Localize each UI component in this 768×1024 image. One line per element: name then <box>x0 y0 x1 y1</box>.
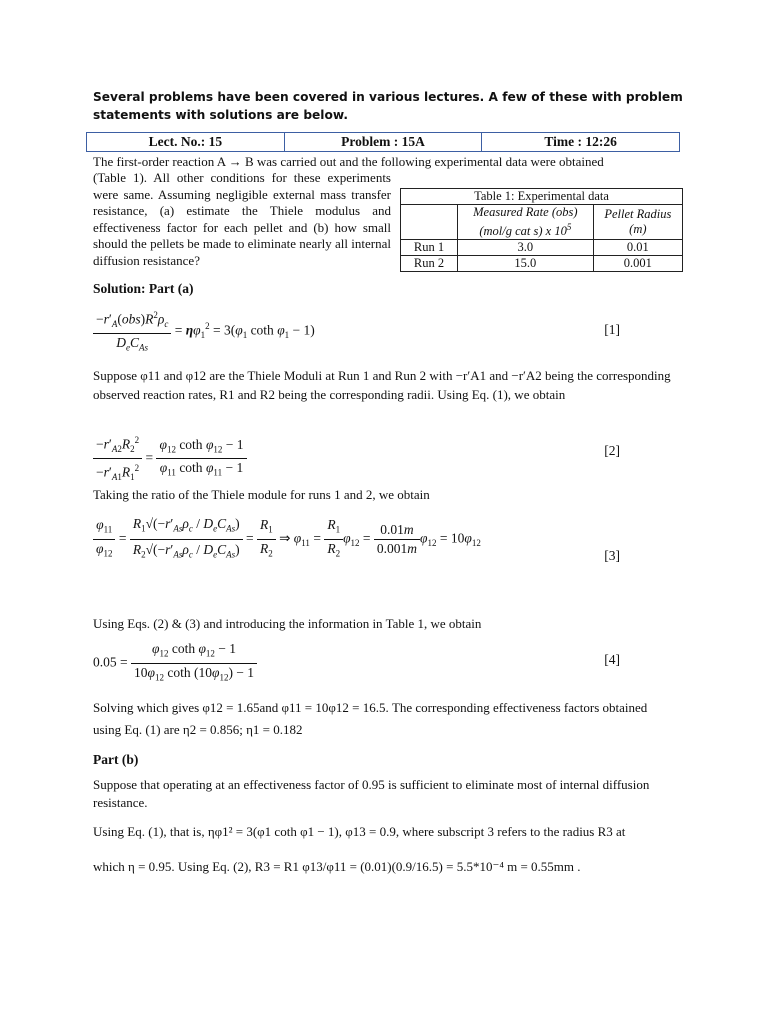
suppose-paragraph: Suppose φ11 and φ12 are the Thiele Moduli at Run 1 and Run 2 with −r′A1 and −r′A2 being the corresponding observed reaction rates, R1 and R2 being the corresponding radii. Using Eq. (1), we obtain <box>93 368 671 402</box>
lecture-number: Lect. No.: 15 <box>148 134 223 149</box>
problem-statement-body: (Table 1). All other conditions for these experiments were same. Assuming negligible external mass transfer resistance, (a) estimate the Thiele modulus and effectiveness factor for each pellet and (b) how small should the pellets be made to eliminate nearly all internal diffusion resistance? <box>93 170 391 268</box>
table-caption: Table 1: Experimental data <box>401 189 683 205</box>
part-b-result-line: which η = 0.95. Using Eq. (2), R3 = R1 φ13/φ11 = (0.01)(0.9/16.5) = 5.5*10⁻⁴ m = 0.55mm . <box>93 859 581 874</box>
part-b-equation-line: Using Eq. (1), that is, ηφ1² = 3(φ1 coth φ1 − 1), φ13 = 0.9, where subscript 3 refers to the radius R3 at <box>93 824 626 839</box>
solving-paragraph: Solving which gives φ12 = 1.65and φ11 = 10φ12 = 16.5. The corresponding effectiveness factors obtained using Eq. (1) are η2 = 0.856; η1 = 0.182 <box>93 700 648 737</box>
ratio-paragraph: Taking the ratio of the Thiele module for runs 1 and 2, we obtain <box>93 487 430 502</box>
equation-1-label: [1] <box>604 322 620 337</box>
equation-2: $\frac{-r'_{A2}R_2^2}{-r'_{A1}R_1^2}$ = $\frac{\varphi_{12} \cot h \varphi_{12} - 1}{\varphi_{11} \cot h \varphi_{11} - 1}$ <box>93 431 247 486</box>
equation-3-label: [3] <box>604 548 620 563</box>
solution-part-a-heading: Solution: Part (a) <box>93 281 194 296</box>
using-paragraph: Using Eqs. (2) & (3) and introducing the information in Table 1, we obtain <box>93 616 482 631</box>
part-b-heading: Part (b) <box>93 752 139 767</box>
radius-column-header: Pellet Radius (m) <box>593 205 682 240</box>
equation-1: $\frac{-r'_A(obs)R^2\rho_c}{D_eC_{As}}$ = $\eta\varphi_1^2 = 3(\varphi_1$ coth $\varphi_1 - 1$) <box>93 306 315 357</box>
equation-2-label: [2] <box>604 443 620 458</box>
part-b-paragraph: Suppose that operating at an effectiveness factor of 0.95 is sufficient to eliminate most of internal diffusion resistance. <box>93 777 650 810</box>
equation-4-label: [4] <box>604 652 620 667</box>
time-stamp: Time : 12:26 <box>481 133 679 151</box>
rate-column-header: Measured Rate (obs) (mol/g cat s) x $10^5$ <box>458 205 594 240</box>
equation-3: $\frac{\varphi_{11}}{\varphi_{12}}$ = $\frac{R_1√(-r'_{As}\rho_c / D_eC_{As})}{R_2√(-r'_{As}\rho_c / D_eC_{As})}$ = $\frac{R_1}{R_2}$ ⇒ $\varphi_{11}$ = $\frac{R_1}{R_2}$ $\varphi_{12}$ = $\frac{0.01m}{0.001m}$ $\varphi_{12} = 10\varphi_{12}$ <box>93 514 481 564</box>
lecture-header-table <box>86 132 680 152</box>
table-row: Run 2 15.0 0.001 <box>401 256 683 272</box>
problem-number: Problem : 15A <box>284 133 482 151</box>
table-row: Run 1 3.0 0.01 <box>401 240 683 256</box>
equation-4: 0.05 = $\frac{\varphi_{12} \cot h \varphi_{12} - 1}{10\varphi_{12} \cot h (10\varphi_{12}) - 1}$ <box>93 640 257 686</box>
problem-statement-line1: The first-order reaction A → B was carried out and the following experimental data were obtained <box>93 154 604 169</box>
intro-text: Several problems have been covered in various lectures. A few of these with problem statements with solutions are below. <box>93 90 683 122</box>
experimental-data-table <box>400 188 683 272</box>
